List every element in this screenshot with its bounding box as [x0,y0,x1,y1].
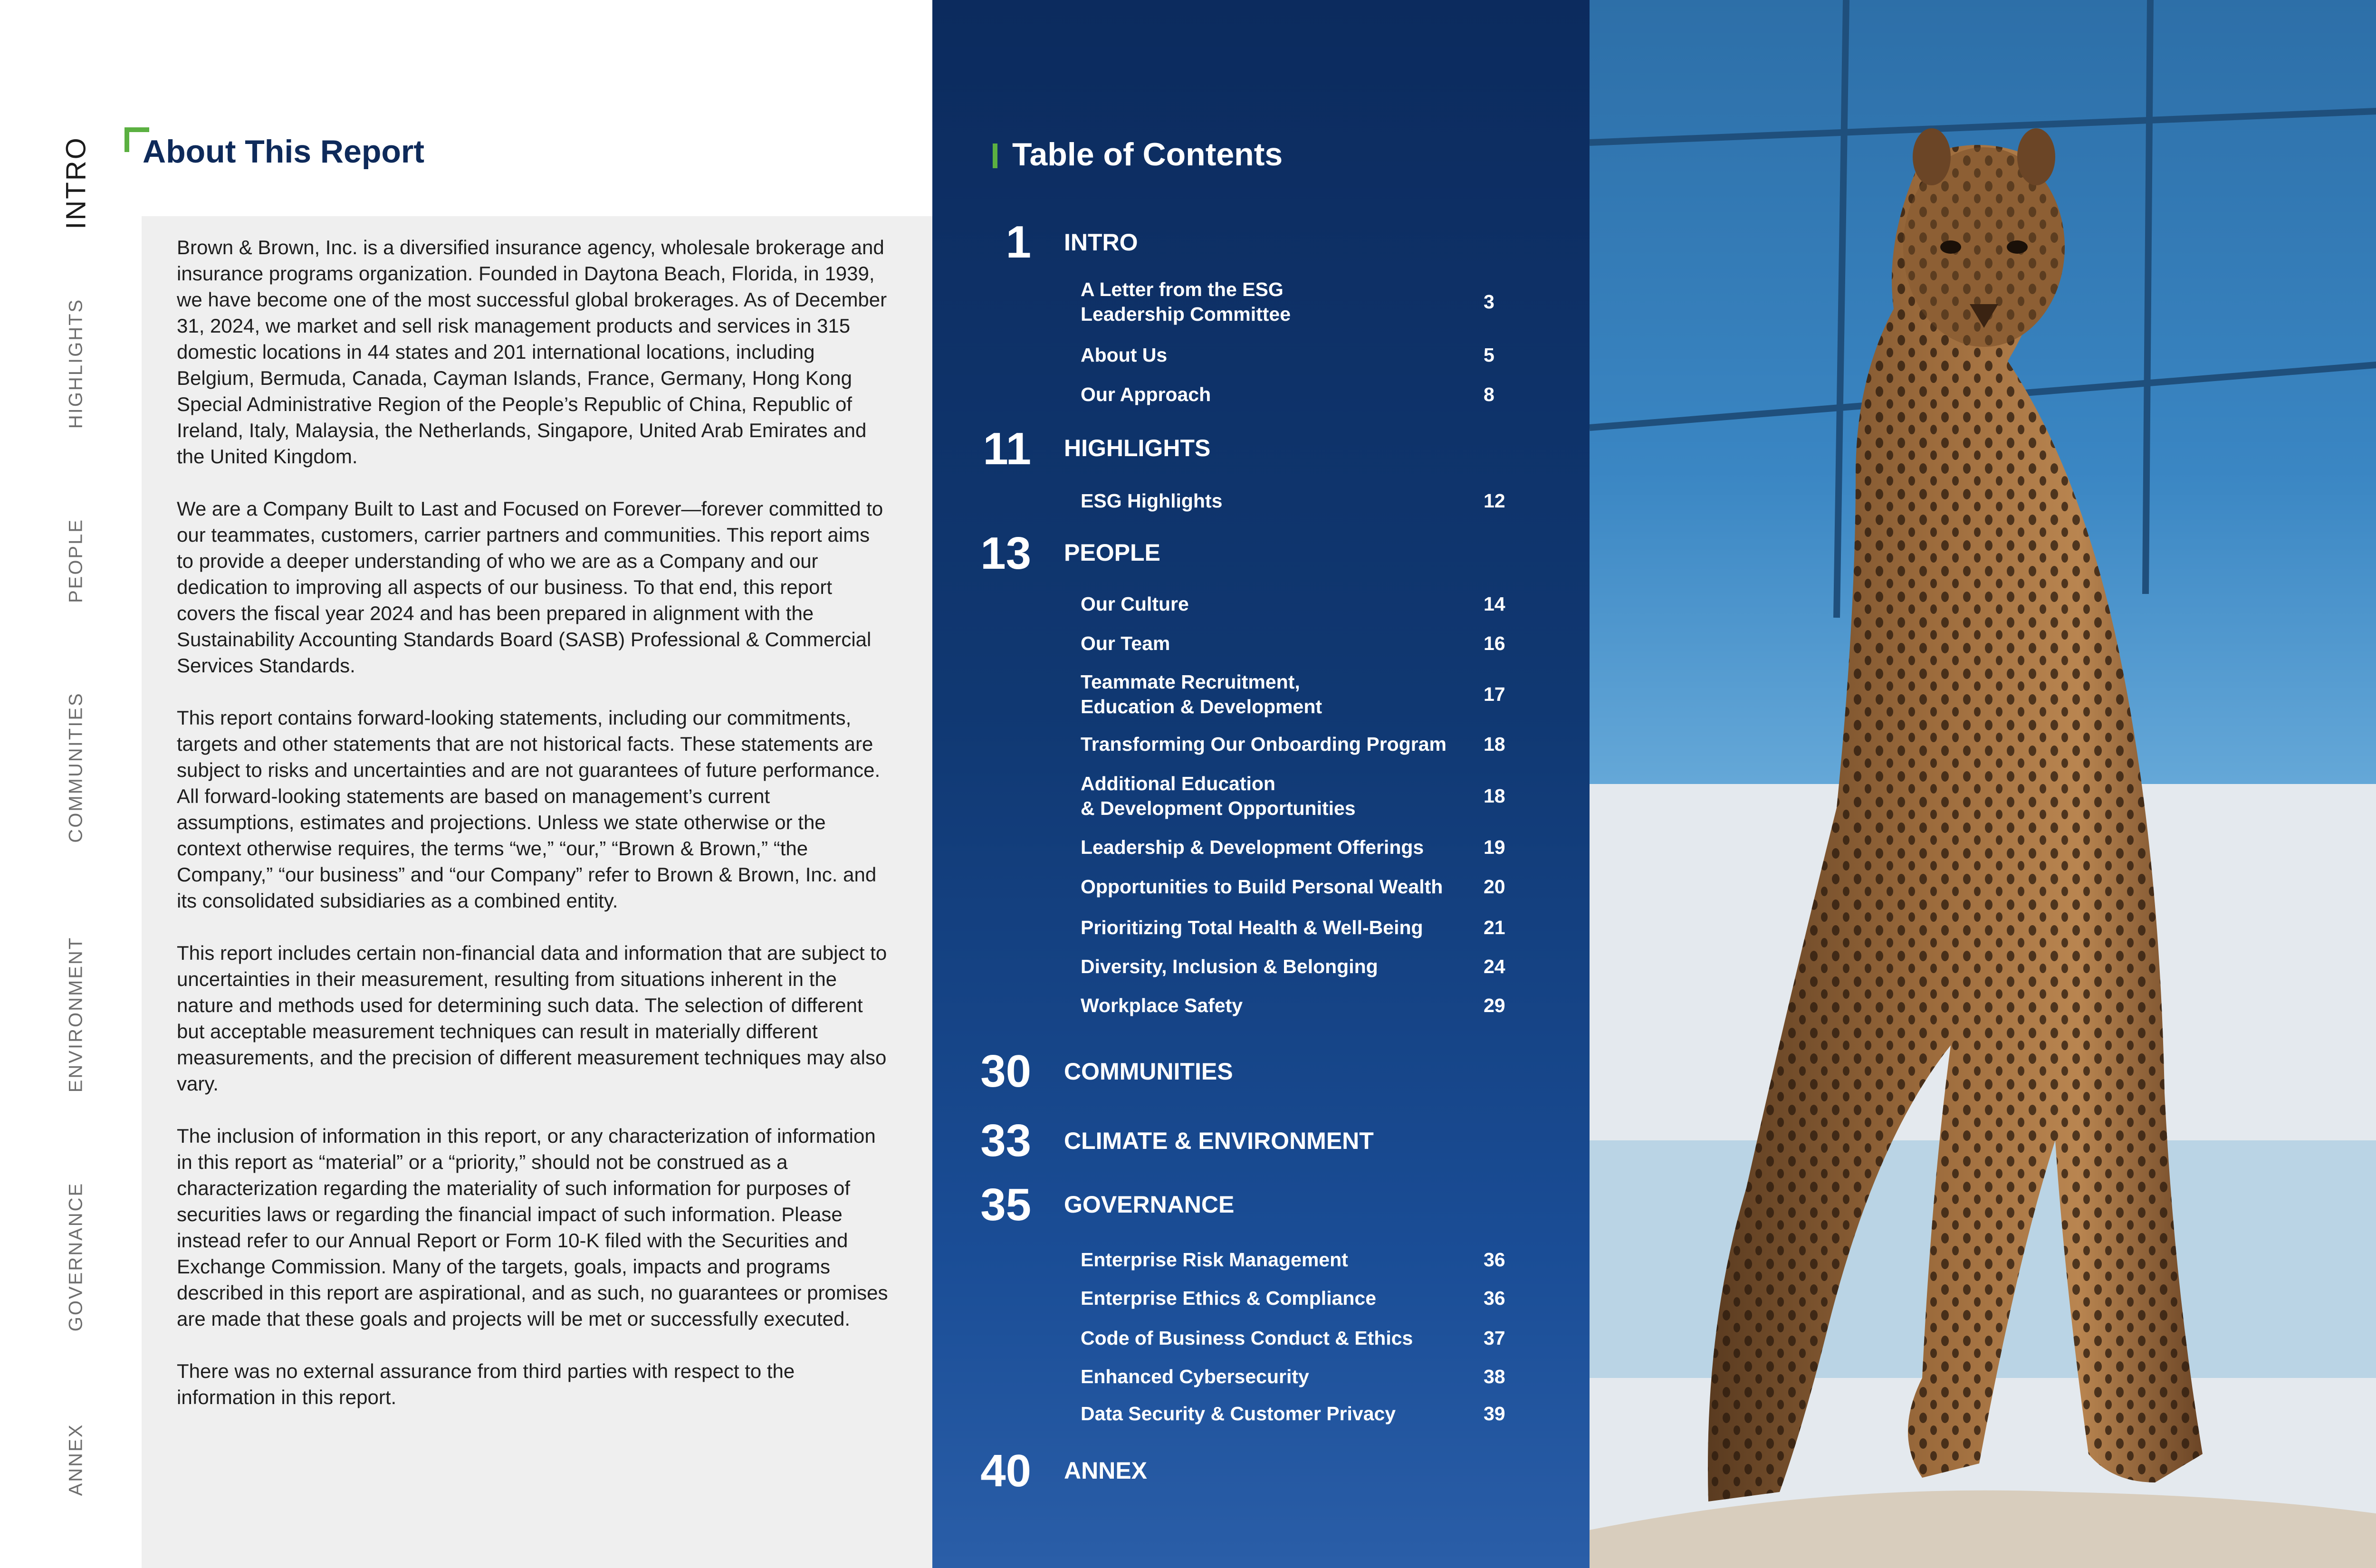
toc-item-onboarding-program[interactable]: Transforming Our Onboarding Program [1081,733,1447,755]
toc-page-number: 20 [1484,876,1505,898]
about-paragraph: This report includes certain non-financial data and information that are subject to uncertainties in their measurement, resulting from situations inherent in the nature and methods used for determining such data. The selection of different but acceptable measurement techniques can result in materially different measurements, and the precision of different measurement techniques may also vary. [177,942,887,1095]
about-paragraph: This report contains forward-looking statements, including our commitments, targets and other statements that are not historical facts. These statements are subject to risks and uncertainties and are not guarantees of future performance. All forward-looking statements are based on management’s current assumptions, estimates and projections. Unless we state otherwise or the context otherwise requires, the terms “we,” “our,” “Brown & Brown,” “the Company,” “our business” and “our Company” refer to Brown & Brown, Inc. and its consolidated subsidiaries as a combined entity. [177,707,881,912]
toc-item-enterprise-risk[interactable]: Enterprise Risk Management [1081,1249,1348,1271]
toc-page-number: 12 [1484,490,1505,512]
toc-page-number: 18 [1484,733,1505,755]
toc-section-number: 13 [980,528,1031,579]
toc-item-about-us[interactable]: About Us [1081,344,1168,366]
toc-page-number: 8 [1484,383,1495,405]
toc-page-number: 18 [1484,785,1505,807]
toc-item-esg-letter[interactable]: A Letter from the ESG Leadership Committee [1081,278,1291,325]
toc-item-diversity-inclusion[interactable]: Diversity, Inclusion & Belonging [1081,956,1378,977]
about-paragraph: We are a Company Built to Last and Focused on Forever—forever committed to our teammates, customers, carrier partners and communities. This report aims to provide a deeper understanding of who we are as a Company and our dedication to improving all aspects of our business. To that end, this report covers the fiscal year 2024 and has been prepared in alignment with the Sustainability Accounting Standards Board (SASB) Professional & Commercial Services Standards. [177,497,883,677]
about-paragraph: There was no external assurance from third parties with respect to the information in this report. [177,1360,795,1408]
cheetah-statue-illustration [1590,0,2376,1568]
toc-section-intro[interactable]: INTRO [1064,229,1138,256]
toc-page-number: 39 [1484,1403,1505,1425]
toc-section-highlights[interactable]: HIGHLIGHTS [1064,435,1211,461]
toc-section-number: 11 [983,423,1031,474]
toc-item-teammate-recruitment[interactable]: Teammate Recruitment, Education & Development [1081,671,1322,717]
toc-item-our-approach[interactable]: Our Approach [1081,383,1211,405]
toc-page-number: 24 [1484,956,1505,977]
about-paragraph: The inclusion of information in this report, or any characterization of information in this report as “material” or a “priority,” should not be construed as a characterization regarding the materiality of such information for purposes of securities laws or regarding the financial impact of such information. Please instead refer to our Annual Report or Form 10-K filed with the Securities and Exchange Commission. Many of the targets, goals, impacts and programs described in this report are aspirational, and as such, no guarantees or promises are made that these goals and projects will be met or successfully executed. [177,1125,888,1330]
toc-item-our-culture[interactable]: Our Culture [1081,593,1189,615]
toc-page-number: 29 [1484,994,1505,1016]
toc-section-number: 33 [980,1115,1031,1166]
about-report-title: About This Report [143,134,425,170]
toc-section-number: 40 [980,1445,1031,1496]
toc-item-leadership-offerings[interactable]: Leadership & Development Offerings [1081,836,1424,858]
toc-page-number: 21 [1484,917,1505,938]
toc-page-number: 36 [1484,1287,1505,1309]
toc-item-data-security[interactable]: Data Security & Customer Privacy [1081,1403,1396,1425]
toc-title: Table of Contents [1012,136,1283,172]
toc-item-health-well-being[interactable]: Prioritizing Total Health & Well-Being [1081,917,1423,938]
toc-item-ethics-compliance[interactable]: Enterprise Ethics & Compliance [1081,1287,1377,1309]
about-report-body [177,234,890,1436]
toc-item-esg-highlights[interactable]: ESG Highlights [1081,490,1223,512]
toc-section-number: 30 [980,1046,1031,1097]
toc-item-additional-education[interactable]: Additional Education & Development Opportunities [1081,773,1356,819]
toc-page-number: 5 [1484,344,1495,366]
toc-page-number: 17 [1484,683,1505,705]
toc-page-number: 38 [1484,1366,1505,1387]
toc-section-climate-environment[interactable]: CLIMATE & ENVIRONMENT [1064,1128,1374,1154]
toc-section-communities[interactable]: COMMUNITIES [1064,1058,1233,1085]
cheetah-statue-photo [1590,0,2376,1568]
toc-item-personal-wealth[interactable]: Opportunities to Build Personal Wealth [1081,876,1443,898]
toc-item-code-of-conduct[interactable]: Code of Business Conduct & Ethics [1081,1327,1413,1349]
toc-item-our-team[interactable]: Our Team [1081,632,1170,654]
toc-section-number: 1 [1006,217,1031,268]
toc-page-number: 14 [1484,593,1505,615]
toc-page-number: 3 [1484,291,1495,313]
toc-page-number: 19 [1484,836,1505,858]
toc-page-number: 36 [1484,1249,1505,1271]
toc-section-people[interactable]: PEOPLE [1064,539,1160,566]
toc-item-workplace-safety[interactable]: Workplace Safety [1081,994,1243,1016]
toc-section-annex[interactable]: ANNEX [1064,1457,1148,1484]
toc-section-governance[interactable]: GOVERNANCE [1064,1191,1235,1218]
section-side-nav: INTRO HIGHLIGHTS PEOPLE COMMUNITIES ENVIRONMENT GOVERNANCE ANNEX [60,136,92,1496]
toc-title-accent [993,143,997,168]
toc-item-cybersecurity[interactable]: Enhanced Cybersecurity [1081,1366,1309,1387]
table-of-contents-panel [932,0,1590,1568]
toc-page-number: 16 [1484,632,1505,654]
toc-page-number: 37 [1484,1327,1505,1349]
toc-section-number: 35 [980,1179,1031,1230]
about-paragraph: Brown & Brown, Inc. is a diversified insurance agency, wholesale brokerage and insurance programs organization. Founded in Daytona Beach, Florida, in 1939, we have become one of the most successful global brokerages. As of December 31, 2024, we market and sell risk management products and services in 315 domestic locations in 44 states and 201 international locations, including Belgium, Bermuda, Canada, Cayman Islands, France, Germany, Hong Kong Special Administrative Region of the People’s Republic of China, Republic of Ireland, Italy, Malaysia, the Netherlands, Singapore, United Arab Emirates and the United Kingdom. [177,236,887,468]
